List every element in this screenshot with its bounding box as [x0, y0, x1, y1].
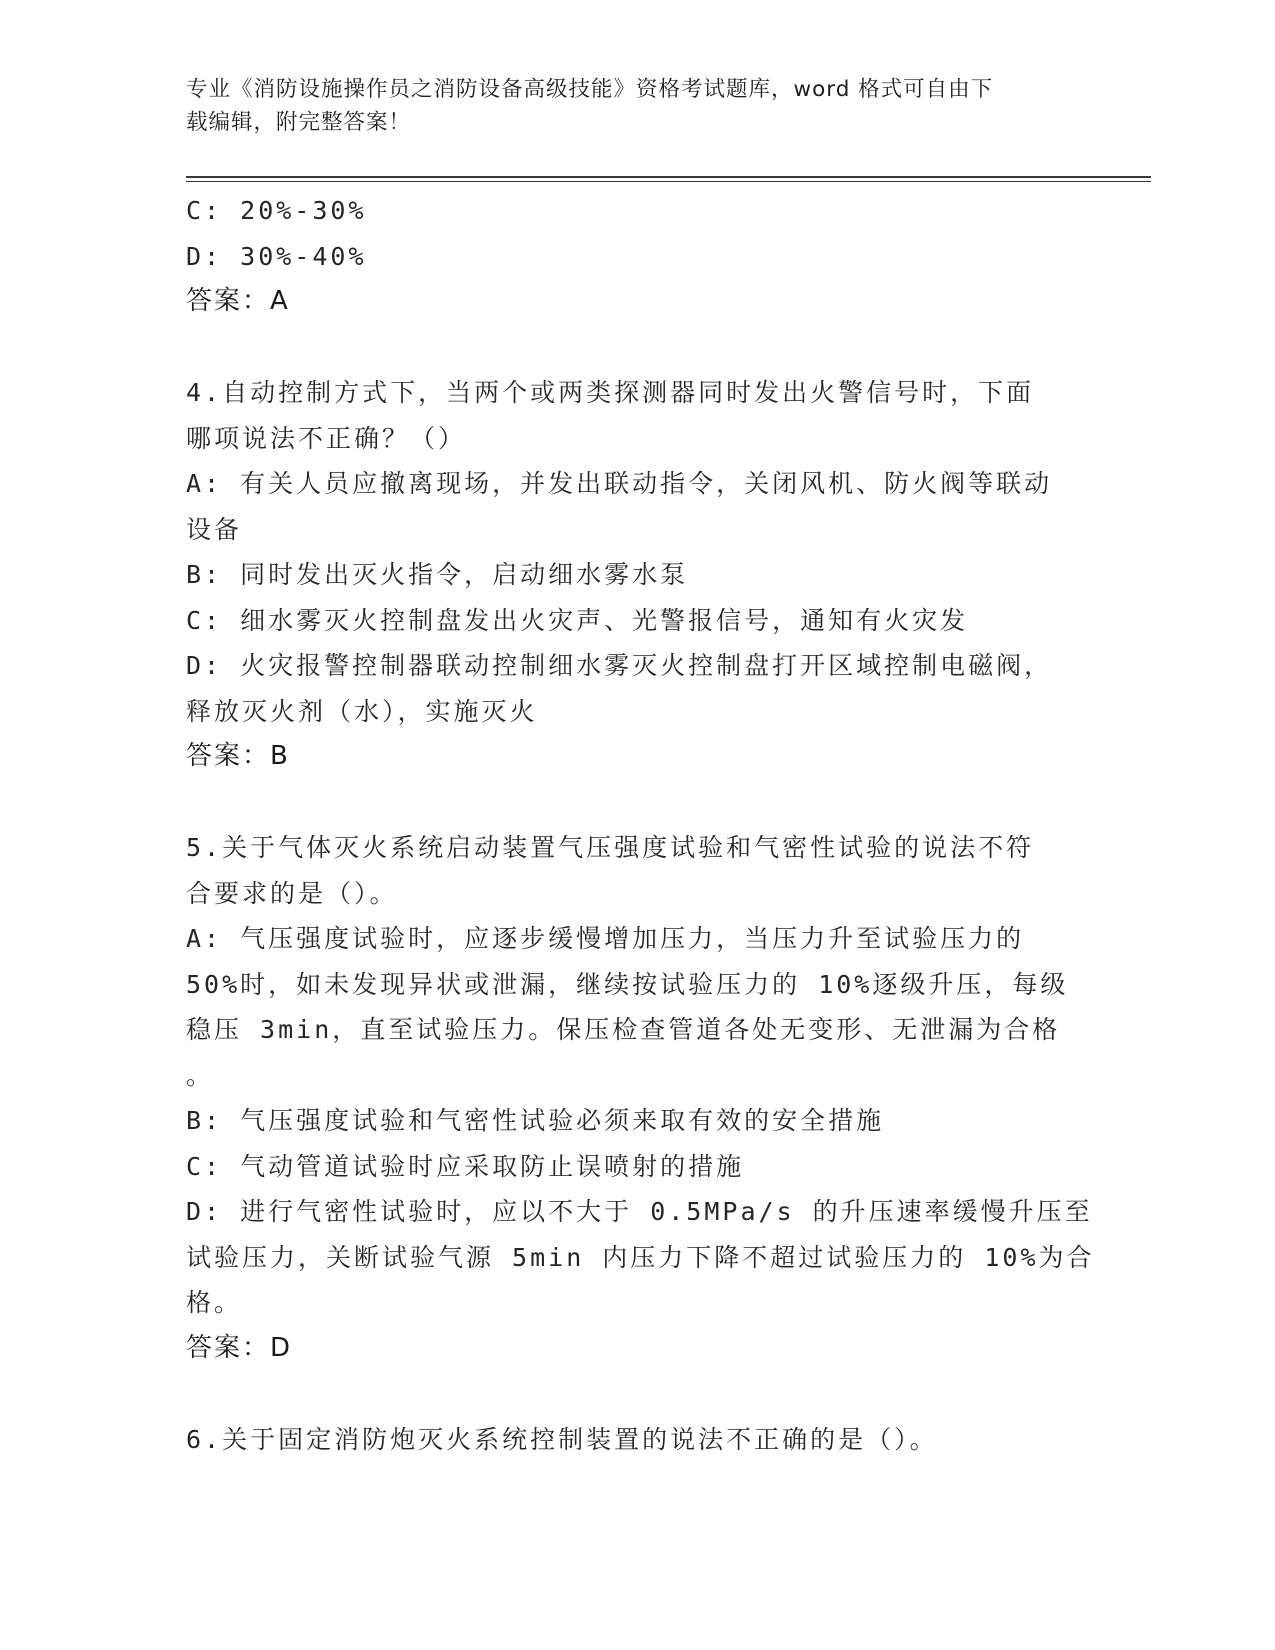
option-a-continued: 设备: [186, 514, 243, 544]
answer-label: 答案：D: [186, 1332, 293, 1363]
option-c: C: 气动管道试验时应采取防止误喷射的措施: [186, 1151, 745, 1181]
option-d: D: 进行气密性试验时，应以不大于 0.5MPa/s 的升压速率缓慢升压至: [186, 1197, 1093, 1226]
question-6: [186, 1417, 1086, 1463]
question-stem-line: 合要求的是（）。: [186, 878, 398, 908]
header-line-2: 载编辑，附完整答案！: [186, 110, 412, 135]
option-d-continued: 格。: [186, 1288, 243, 1317]
question-stem-line: 6.关于固定消防炮灭火系统控制装置的说法不正确的是（）。: [186, 1424, 938, 1454]
option-d-continued: 试验压力，关断试验气源 5min 内压力下降不超过试验压力的 10%为合: [186, 1242, 1095, 1272]
option-b: B: 同时发出灭火指令，启动细水雾水泵: [186, 560, 689, 589]
question-spacer: [186, 325, 1086, 371]
option-d: D: 30%-40%: [186, 241, 367, 271]
option-d-continued: 释放灭火剂（水），实施灭火: [186, 696, 538, 726]
option-c: C: 20%-30%: [186, 196, 367, 225]
question-spacer: [186, 780, 1086, 826]
answer-label: 答案：B: [186, 741, 290, 771]
question-4: [186, 370, 1086, 780]
question-stem-line: 4.自动控制方式下，当两个或两类探测器同时发出火警信号时，下面: [186, 378, 1035, 407]
document-header: [186, 73, 1066, 139]
option-a-continued: 。: [186, 1060, 215, 1090]
option-b: B: 气压强度试验和气密性试验必须来取有效的安全措施: [186, 1106, 885, 1135]
option-a: A: 气压强度试验时，应逐步缓慢增加压力，当压力升至试验压力的: [186, 924, 1025, 953]
option-d: D: 火灾报警控制器联动控制细水雾灭火控制盘打开区域控制电磁阀，: [186, 651, 1053, 680]
question-content: [186, 188, 1095, 1462]
header-divider-thin: [186, 181, 1151, 182]
option-a-continued: 稳压 3min，直至试验压力。保压检查管道各处无变形、无泄漏为合格: [186, 1015, 1061, 1044]
question-3: [186, 188, 1086, 325]
header-line-1: 专业《消防设施操作员之消防设备高级技能》资格考试题库，word 格式可自由下: [186, 77, 994, 102]
header-divider-thick: [186, 176, 1151, 178]
option-c: C: 细水雾灭火控制盘发出火灾声、光警报信号，通知有火灾发: [186, 605, 969, 635]
question-stem-line: 哪项说法不正确？（）: [186, 423, 467, 453]
question-stem-line: 5.关于气体灭火系统启动装置气压强度试验和气密性试验的说法不符: [186, 833, 1035, 862]
question-spacer: [186, 1371, 1086, 1417]
question-5: [186, 825, 1095, 1371]
option-a: A: 有关人员应撤离现场，并发出联动指令，关闭风机、防火阀等联动: [186, 469, 1053, 498]
answer-label: 答案：A: [186, 286, 290, 316]
option-a-continued: 50%时，如未发现异状或泄漏，继续按试验压力的 10%逐级升压，每级: [186, 969, 1069, 999]
